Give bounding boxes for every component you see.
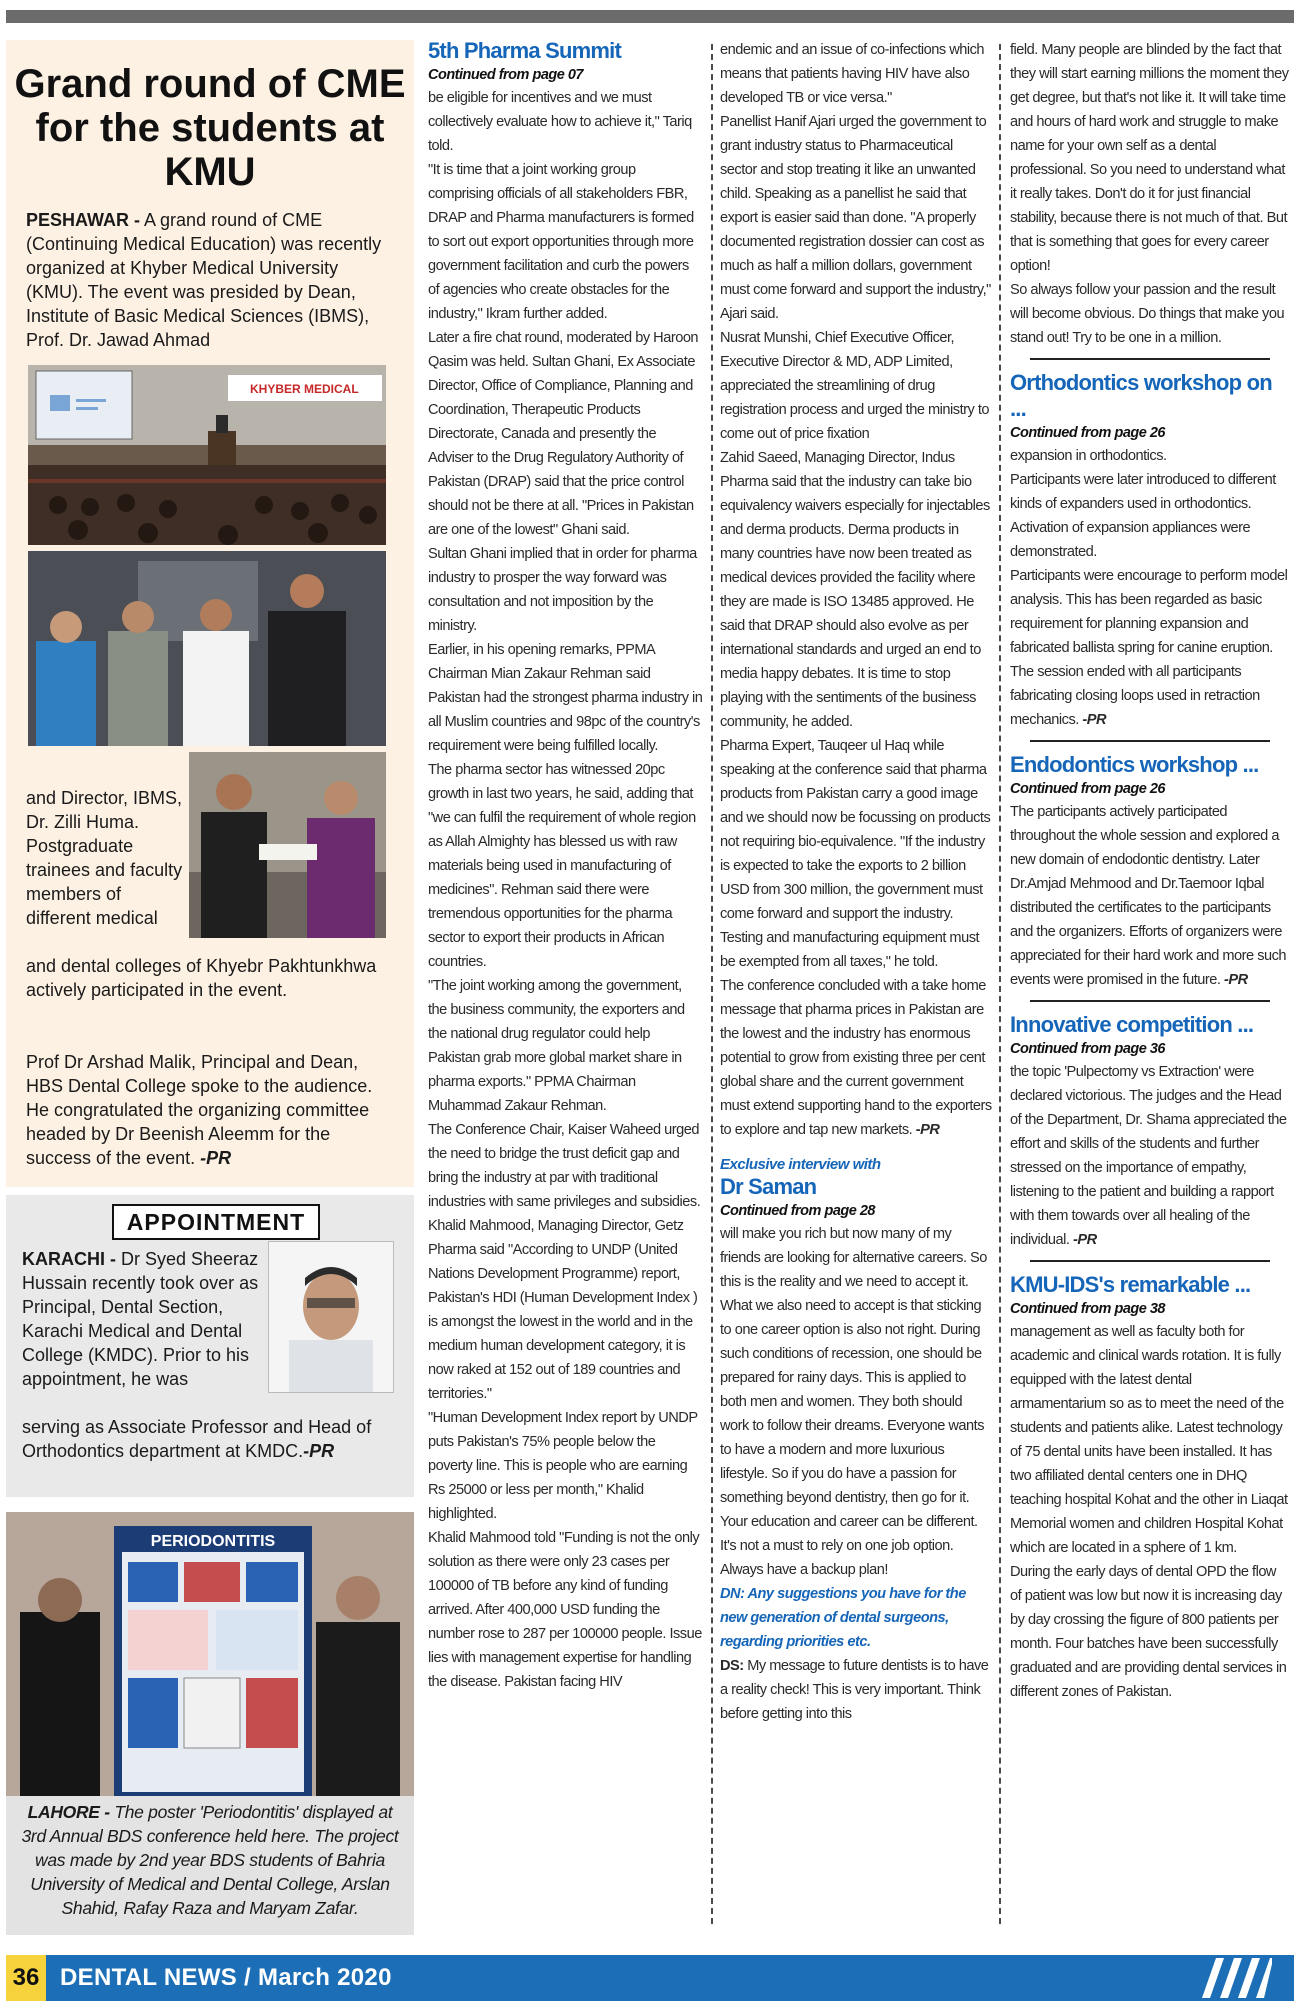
innov-heading: Innovative competition ... bbox=[1010, 1012, 1254, 1037]
endo-continued: Continued from page 26 bbox=[1010, 781, 1165, 797]
ortho-pr: -PR bbox=[1082, 712, 1107, 728]
ortho-text: Participants were later introduced to different kinds of expanders used in orthodontics. Activation of expansion appliances were demonstrated. bbox=[1010, 472, 1276, 560]
interview-para: will make you rich but now many of my friends are looking for alternative careers. So this is the reality and we need to accept it. bbox=[720, 1226, 987, 1290]
ortho-continued: Continued from page 26 bbox=[1010, 425, 1165, 441]
pharma-para: endemic and an issue of co-infections which means that patients having HIV have also developed TB or vice versa." bbox=[720, 42, 985, 106]
pharma-closing-text: The conference concluded with a take home message that pharma prices in Pakistan are the lowest and the industry has enormous potential to grow from existing three per cent global share and the current government must extend supporting hand to the exporters to explore and tap new markets. bbox=[720, 978, 992, 1138]
interview-para: What we also need to accept is that sticking to one career option is also not right. During such conditions of recession, one should be prepared for rainy days. This is applied to both men and women. They both should work to follow their dreams. Everyone wants to have a modern and more luxurious lifestyle. So if you do have a passion for something beyond dentistry, then go for it. Your education and career can be different. It's not a must to rely on one job option. Always have a backup plan! bbox=[720, 1298, 985, 1578]
appointment-box bbox=[6, 1195, 414, 1497]
appointment-body: Dr Syed Sheeraz Hussain recently took over as Principal, Dental Section, Karachi Medical and Dental College (KMDC). Prior to his appointment, he was bbox=[22, 1249, 259, 1389]
innov-continued: Continued from page 36 bbox=[1010, 1041, 1165, 1057]
kmu-pr: -PR bbox=[200, 1148, 232, 1168]
pharma-para: Earlier, in his opening remarks, PPMA Chairman Mian Zakaur Rehman said Pakistan had the strongest pharma industry in all Muslim countries and 98pc of the country's requirement were being fulfilled locally. bbox=[428, 642, 703, 754]
ortho-text: Participants were encourage to perform model analysis. This has been regarded as basic requirement for planning expansion and fabricated ballista spring for canine eruption. bbox=[1010, 568, 1288, 656]
appointment-dateline: KARACHI - bbox=[22, 1249, 116, 1269]
interview-continued: Continued from page 28 bbox=[720, 1203, 875, 1219]
kmu-group-photo bbox=[28, 551, 386, 746]
pharma-pr: -PR bbox=[915, 1122, 940, 1138]
group-image bbox=[28, 551, 386, 746]
appointment-pr: -PR bbox=[303, 1441, 335, 1461]
section-rule bbox=[1030, 1000, 1270, 1002]
pharma-heading: 5th Pharma Summit bbox=[428, 38, 622, 63]
section-rule bbox=[1030, 358, 1270, 360]
appointment-text-full bbox=[22, 1415, 406, 1463]
ortho-heading: Orthodontics workshop on ... bbox=[1010, 370, 1272, 421]
innov-pr: -PR bbox=[1072, 1232, 1097, 1248]
pharma-para: Panellist Hanif Ajari urged the government to grant industry status to Pharmaceutical sector and stop treating it like an unwanted child. Speaking as a panellist he said that export is easier said than done. "A properly documented registration dossier can cost as much as half a million dollars, government must come forward and support the industry," Ajari said. bbox=[720, 114, 991, 322]
kmu-article bbox=[6, 40, 414, 1187]
pharma-continued: Continued from page 07 bbox=[428, 67, 583, 83]
ortho-closing-text: The session ended with all participants fabricating closing loops used in retraction mechanics. bbox=[1010, 664, 1260, 728]
kmu-lead bbox=[26, 208, 398, 352]
poster-image bbox=[6, 1512, 414, 1796]
appointment-text bbox=[22, 1247, 266, 1391]
endo-heading: Endodontics workshop ... bbox=[1010, 752, 1259, 777]
kmu-para2-text: Prof Dr Arshad Malik, Principal and Dean, HBS Dental College spoke to the audience. He congratulated the organizing committee headed by Dr Beenish Aleemm for the success of the event. bbox=[26, 1052, 373, 1168]
pharma-para-last bbox=[720, 974, 993, 1142]
kmuids-text: management as well as faculty both for academic and clinical wards rotation. It is fully equipped with the latest dental armamentarium so as to meet the need of the students and patients alike. Latest technology of 75 dental units have been installed. It has two affiliated dental centers one in DHQ teaching hospital Kohat and the other in Liaqat Memorial women and children Hospital Kohat which are located in a sphere of 1 km. bbox=[1010, 1324, 1288, 1556]
interview-name: Dr Saman bbox=[720, 1174, 817, 1199]
interview-answer-label: DS: bbox=[720, 1658, 744, 1674]
appointee-portrait bbox=[268, 1241, 394, 1393]
kmu-paragraph-2 bbox=[26, 1050, 398, 1170]
pharma-column-continued bbox=[720, 38, 993, 1942]
lahore-dateline: LAHORE - bbox=[27, 1802, 110, 1822]
interview-para: field. Many people are blinded by the fact that they will start earning millions the moment they get degree, but that's not like it. It will take time and hours of hard work and struggle to make name for your own self as a dental professional. So you need to understand what it really takes. Don't do it for just financial stability, because there is not much of that. But that is something that goes for every career option! bbox=[1010, 42, 1289, 274]
ortho-text: expansion in orthodontics. bbox=[1010, 448, 1167, 464]
lahore-caption bbox=[16, 1800, 404, 1920]
lahore-box bbox=[6, 1512, 414, 1935]
poster-photo bbox=[6, 1512, 414, 1796]
innov-body: the topic 'Pulpectomy vs Extraction' were declared victorious. The judges and the Head of the Department, Dr. Shama appreciated the effort and skills of the students and further stressed on the importance of empathy, listening to the patient and building a rapport with them towards over all healing of the individual. bbox=[1010, 1064, 1287, 1248]
publication-title: DENTAL NEWS / March 2020 bbox=[60, 1964, 392, 1991]
kmu-auditorium-photo bbox=[28, 365, 386, 545]
kmuids-continued: Continued from page 38 bbox=[1010, 1301, 1165, 1317]
khyber-sign: KHYBER MEDICAL bbox=[250, 382, 359, 396]
endo-body: The participants actively participated throughout the whole session and explored a new domain of endodontic dentistry. Later Dr.Amjad Mehmood and Dr.Taemoor Iqbal distributed the certificates to the participants and the organizers. Efforts of organizers were appreciated for their hard work and more such events were promised in the future. bbox=[1010, 804, 1287, 988]
page-number: 36 bbox=[6, 1955, 46, 2001]
appointment-body-full: serving as Associate Professor and Head of Orthodontics department at KMDC. bbox=[22, 1417, 372, 1461]
interview-question-label: DN: bbox=[720, 1586, 745, 1602]
column-divider bbox=[999, 44, 1001, 1924]
pharma-para: "Human Development Index report by UNDP puts Pakistan's 75% people below the poverty line. This is people who are earning Rs 25000 or less per month," Khalid highlighted. bbox=[428, 1410, 698, 1522]
kmu-side-text: and Director, IBMS, Dr. Zilli Huma. Postgraduate trainees and faculty members of different medical bbox=[26, 788, 183, 928]
pharma-column bbox=[428, 38, 703, 1942]
auditorium-image bbox=[28, 365, 386, 545]
lahore-caption-text: The poster 'Periodontitis' displayed at 3rd Annual BDS conference held here. The project was made by 2nd year BDS students of Bahria University of Medical and Dental College, Arslan Shahid, Rafay Raza and Maryam Zafar. bbox=[21, 1802, 399, 1918]
interview-kicker: Exclusive interview with bbox=[720, 1156, 881, 1173]
kmuids-text: During the early days of dental OPD the flow of patient was low but now it is increasing day by day crossing the figure of 800 patients per month. Four batches have been successfully graduated and are providing dental services in different zones of Pakistan. bbox=[1010, 1564, 1287, 1700]
pharma-para: Pharma Expert, Tauqeer ul Haq while speaking at the conference said that pharma products from Pakistan carry a good image and we should now be focussing on products not requiring bio-equivalence. "If the industry is expected to take the exports to 2 billion USD from 300 million, the government must come forward and support the industry. Testing and manufacturing equipment must be exempted from all taxes," he told. bbox=[720, 738, 991, 970]
kmu-award-photo bbox=[189, 752, 386, 938]
stripes-icon bbox=[1202, 1958, 1272, 1998]
pharma-para: be eligible for incentives and we must collectively evaluate how to achieve it," Tariq told. bbox=[428, 90, 692, 154]
top-rule bbox=[6, 10, 1294, 23]
kmu-headline: Grand round of CME for the students at KMU bbox=[14, 62, 406, 194]
pharma-para: Zahid Saeed, Managing Director, Indus Pharma said that the industry can take bio equivalency waivers especially for injectables and derma products. Derma products in many countries have now been treated as medical devices provided the facility where they are made is ISO 13485 approved. He said that DRAP should also evolve as per international standards and urged an end to media happy debates. It is time to stop playing with the sentiments of the business community, he added. bbox=[720, 450, 990, 730]
interview-answer bbox=[720, 1654, 993, 1726]
endo-pr: -PR bbox=[1224, 972, 1248, 988]
right-column bbox=[1010, 38, 1290, 1942]
endo-text bbox=[1010, 800, 1290, 992]
column-divider bbox=[711, 44, 713, 1924]
pharma-para: The pharma sector has witnessed 20pc growth in last two years, he said, adding that "we can fulfil the requirement of whole region as Allah Almighty has blessed us with raw materials being used in manufacturing of medicines". Rehman said there were tremendous opportunities for the pharma sector to export their products in African countries. bbox=[428, 762, 696, 970]
poster-title: PERIODONTITIS bbox=[150, 1533, 276, 1550]
interview-question-text: Any suggestions you have for the new generation of dental surgeons, regarding priorities etc. bbox=[720, 1586, 966, 1650]
innov-text bbox=[1010, 1060, 1290, 1252]
page-footer bbox=[6, 1955, 1294, 2001]
interview-para: So always follow your passion and the result will become obvious. Do things that make you stand out! Try to be one in a million. bbox=[1010, 282, 1285, 346]
pharma-para: Khalid Mahmood told "Funding is not the only solution as there were only 23 cases per 100000 of TB before any kind of funding arrived. After 400,000 USD funding the number rose to 287 per 100000 people. Issue lies with management expertise for handling the disease. Pakistan facing HIV bbox=[428, 1530, 702, 1690]
section-rule bbox=[1030, 740, 1270, 742]
pharma-para: Nusrat Munshi, Chief Executive Officer, Executive Director & MD, ADP Limited, appreciated the streamlining of drug registration process and urged the ministry to come out of price fixation bbox=[720, 330, 990, 442]
kmu-lead-text: A grand round of CME (Continuing Medical Education) was recently organized at Khyber Medical University (KMU). The event was presided by Dean, Institute of Basic Medical Sciences (IBMS), Prof. Dr. Jawad Ahmad bbox=[26, 210, 382, 350]
portrait-image bbox=[269, 1242, 393, 1392]
award-image bbox=[189, 752, 386, 938]
interview-question bbox=[720, 1582, 993, 1654]
kmu-dateline: PESHAWAR - bbox=[26, 210, 141, 230]
pharma-para: Later a fire chat round, moderated by Haroon Qasim was held. Sultan Ghani, Ex Associate Director, Office of Compliance, Planning and Coordination, Therapeutic Products Directorate, Canada and presently the Adviser to the Drug Regulatory Authority of Pakistan (DRAP) said that the price control should not be there at all. "Prices in Pakistan are one of the lowest" Ghani said. bbox=[428, 330, 699, 538]
kmuids-heading: KMU-IDS's remarkable ... bbox=[1010, 1272, 1251, 1297]
pharma-para: The Conference Chair, Kaiser Waheed urged the need to bridge the trust deficit gap and bring the industry at par with traditional industries with same privileges and subsidies. bbox=[428, 1122, 701, 1210]
pharma-para: Sultan Ghani implied that in order for pharma industry to prosper the way forward was consultation and not imposition by the ministry. bbox=[428, 546, 697, 634]
kmu-body-text: and dental colleges of Khyebr Pakhtunkhwa actively participated in the event. bbox=[26, 956, 377, 1000]
pharma-para: "It is time that a joint working group comprising officials of all stakeholders FBR, DRAP and Pharma manufacturers is formed to sort out export opportunities through more government facilitation and curb the powers of agencies who create obstacles for the industry," Ikram further added. bbox=[428, 162, 694, 322]
interview-answer-text: My message to future dentists is to have a reality check! This is very important. Think before getting into this bbox=[720, 1658, 989, 1722]
ortho-text-last bbox=[1010, 660, 1290, 732]
appointment-title: APPOINTMENT bbox=[112, 1204, 320, 1240]
pharma-para: "The joint working among the government, the business community, the exporters and the national drug regulator could help Pakistan grab more global market share in pharma exports." PPMA Chairman Muhammad Zakaur Rehman. bbox=[428, 978, 685, 1114]
section-rule bbox=[1030, 1260, 1270, 1262]
pharma-para: Khalid Mahmood, Managing Director, Getz Pharma said "According to UNDP (United Nations Development Programme) report, Pakistan's HDI (Human Development Index ) is amongst the lowest in the world and in the medium human development category, it is now raked at 152 out of 189 countries and territories." bbox=[428, 1218, 698, 1402]
